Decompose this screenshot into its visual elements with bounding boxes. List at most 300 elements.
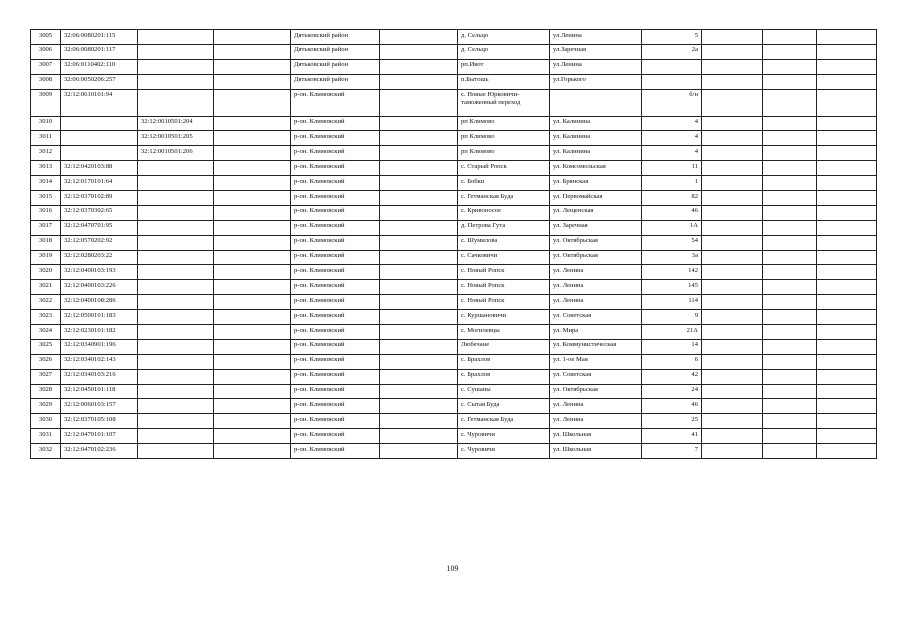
settlement-cell: п.Бытошь	[458, 74, 550, 89]
settlement-cell: с. Куршановичи	[458, 310, 550, 325]
extra-cell-3	[702, 191, 763, 206]
house-number-cell: 6	[642, 354, 702, 369]
cadastral-number-alt-cell: 32:12:0010501:204	[138, 116, 214, 131]
extra-cell-5	[817, 131, 877, 146]
cadastral-number-alt-cell	[138, 74, 214, 89]
district-cell: р-он. Климовский	[291, 89, 380, 116]
settlement-cell: рп.Ивот	[458, 59, 550, 74]
street-cell: ул. Калинина	[550, 131, 642, 146]
extra-cell-5	[817, 161, 877, 176]
house-number-cell: 24	[642, 384, 702, 399]
row-number-cell: 3016	[31, 205, 61, 220]
table-row	[31, 414, 877, 429]
extra-cell-5	[817, 339, 877, 354]
settlement-cell: с. Старый Ропск	[458, 161, 550, 176]
extra-cell-5	[817, 295, 877, 310]
extra-cell	[214, 30, 291, 45]
extra-cell-4	[763, 89, 817, 116]
extra-cell	[214, 176, 291, 191]
table-row	[31, 191, 877, 206]
extra-cell-4	[763, 354, 817, 369]
district-cell: р-он. Климовский	[291, 325, 380, 340]
extra-cell	[214, 444, 291, 459]
table-row	[31, 369, 877, 384]
district-cell: р-он. Климовский	[291, 250, 380, 265]
house-number-cell: 25	[642, 414, 702, 429]
extra-cell	[214, 161, 291, 176]
row-number-cell: 3015	[31, 191, 61, 206]
house-number-cell: 1А	[642, 220, 702, 235]
district-cell: Дятьковский район	[291, 30, 380, 45]
cadastral-number-alt-cell	[138, 325, 214, 340]
extra-cell-4	[763, 74, 817, 89]
street-cell	[550, 89, 642, 116]
extra-cell-2	[380, 131, 458, 146]
settlement-cell: с. Сушаны	[458, 384, 550, 399]
extra-cell-5	[817, 325, 877, 340]
district-cell: р-он. Климовский	[291, 280, 380, 295]
extra-cell-2	[380, 176, 458, 191]
street-cell: ул. Заречная	[550, 220, 642, 235]
settlement-cell: с. Новый Ропск	[458, 265, 550, 280]
extra-cell-3	[702, 280, 763, 295]
extra-cell-3	[702, 339, 763, 354]
settlement-cell: рп Климово	[458, 116, 550, 131]
extra-cell-2	[380, 59, 458, 74]
street-cell: ул. Школьная	[550, 429, 642, 444]
cadastral-number-alt-cell	[138, 265, 214, 280]
extra-cell-5	[817, 74, 877, 89]
row-number-cell: 3011	[31, 131, 61, 146]
district-cell: Дятьковский район	[291, 59, 380, 74]
extra-cell-4	[763, 250, 817, 265]
street-cell: ул.Ленина	[550, 59, 642, 74]
extra-cell-3	[702, 325, 763, 340]
extra-cell-5	[817, 30, 877, 45]
extra-cell-3	[702, 176, 763, 191]
table-row	[31, 325, 877, 340]
settlement-cell: д. Петрова Гута	[458, 220, 550, 235]
cadastral-number-alt-cell	[138, 176, 214, 191]
row-number-cell: 3031	[31, 429, 61, 444]
cadastral-number-cell: 32:12:0470102:236	[61, 444, 138, 459]
street-cell: ул. Советская	[550, 310, 642, 325]
extra-cell-3	[702, 310, 763, 325]
district-cell: р-он. Климовский	[291, 191, 380, 206]
cadastral-number-alt-cell	[138, 414, 214, 429]
row-number-cell: 3012	[31, 146, 61, 161]
extra-cell	[214, 369, 291, 384]
street-cell: ул.Ленина	[550, 30, 642, 45]
extra-cell-4	[763, 384, 817, 399]
house-number-cell: б/н	[642, 89, 702, 116]
row-number-cell: 3007	[31, 59, 61, 74]
settlement-cell: рп Климово	[458, 131, 550, 146]
house-number-cell: 142	[642, 265, 702, 280]
extra-cell-2	[380, 310, 458, 325]
house-number-cell: 41	[642, 429, 702, 444]
extra-cell-5	[817, 399, 877, 414]
extra-cell-3	[702, 235, 763, 250]
table-row	[31, 89, 877, 116]
house-number-cell: 4	[642, 146, 702, 161]
district-cell: р-он. Климовский	[291, 161, 380, 176]
extra-cell-4	[763, 399, 817, 414]
row-number-cell: 3021	[31, 280, 61, 295]
table-row	[31, 310, 877, 325]
cadastral-number-cell: 32:12:0450101:118	[61, 384, 138, 399]
extra-cell-4	[763, 444, 817, 459]
cadastral-number-alt-cell	[138, 205, 214, 220]
extra-cell-2	[380, 161, 458, 176]
extra-cell	[214, 384, 291, 399]
row-number-cell: 3026	[31, 354, 61, 369]
row-number-cell: 3030	[31, 414, 61, 429]
extra-cell-2	[380, 30, 458, 45]
extra-cell-4	[763, 59, 817, 74]
district-cell: р-он. Климовский	[291, 354, 380, 369]
cadastral-number-cell	[61, 131, 138, 146]
extra-cell-5	[817, 310, 877, 325]
row-number-cell: 3029	[31, 399, 61, 414]
extra-cell-4	[763, 235, 817, 250]
cadastral-number-alt-cell	[138, 250, 214, 265]
row-number-cell: 3025	[31, 339, 61, 354]
row-number-cell: 3014	[31, 176, 61, 191]
extra-cell-4	[763, 205, 817, 220]
extra-cell-4	[763, 191, 817, 206]
house-number-cell: 11	[642, 161, 702, 176]
street-cell: ул. Первомайская	[550, 191, 642, 206]
extra-cell-5	[817, 444, 877, 459]
extra-cell-2	[380, 429, 458, 444]
extra-cell	[214, 429, 291, 444]
street-cell: ул. Коммунистическая	[550, 339, 642, 354]
house-number-cell: 21А	[642, 325, 702, 340]
cadastral-number-alt-cell	[138, 30, 214, 45]
table-row	[31, 59, 877, 74]
street-cell: ул. Комсомольская	[550, 161, 642, 176]
row-number-cell: 3017	[31, 220, 61, 235]
cadastral-number-cell: 32:06:0080201:117	[61, 44, 138, 59]
street-cell: ул. Калинина	[550, 146, 642, 161]
extra-cell	[214, 146, 291, 161]
table-row	[31, 384, 877, 399]
extra-cell	[214, 89, 291, 116]
cadastral-number-alt-cell	[138, 44, 214, 59]
cadastral-number-cell: 32:12:0470701:95	[61, 220, 138, 235]
cadastral-number-cell: 32:12:0340102:143	[61, 354, 138, 369]
extra-cell-5	[817, 191, 877, 206]
settlement-cell: с. Кривоносое	[458, 205, 550, 220]
extra-cell-5	[817, 220, 877, 235]
district-cell: р-он. Климовский	[291, 295, 380, 310]
district-cell: Дятьковский район	[291, 74, 380, 89]
cadastral-number-alt-cell	[138, 444, 214, 459]
table-row	[31, 44, 877, 59]
extra-cell-3	[702, 444, 763, 459]
table-row	[31, 176, 877, 191]
house-number-cell: 4	[642, 116, 702, 131]
extra-cell-2	[380, 354, 458, 369]
extra-cell-5	[817, 280, 877, 295]
cadastral-number-cell: 32:12:0280203:22	[61, 250, 138, 265]
extra-cell-3	[702, 399, 763, 414]
extra-cell-2	[380, 250, 458, 265]
street-cell: ул. Ленина	[550, 280, 642, 295]
extra-cell-2	[380, 235, 458, 250]
street-cell: ул. Октябрьская	[550, 235, 642, 250]
table-row	[31, 146, 877, 161]
settlement-cell: с. Гетманская Буда	[458, 414, 550, 429]
table-row	[31, 205, 877, 220]
settlement-cell: с. Могилевцы	[458, 325, 550, 340]
cadastral-number-cell: 32:12:0400108:286	[61, 295, 138, 310]
settlement-cell: с. Гетманская Буда	[458, 191, 550, 206]
settlement-cell: с. Чуровичи	[458, 429, 550, 444]
extra-cell-2	[380, 325, 458, 340]
cadastral-number-alt-cell	[138, 429, 214, 444]
cadastral-number-cell: 32:12:0400103:193	[61, 265, 138, 280]
house-number-cell: 4	[642, 131, 702, 146]
extra-cell-3	[702, 205, 763, 220]
table-row	[31, 220, 877, 235]
extra-cell	[214, 116, 291, 131]
extra-cell-3	[702, 295, 763, 310]
extra-cell-4	[763, 310, 817, 325]
street-cell: ул. Мира	[550, 325, 642, 340]
house-number-cell: 54	[642, 235, 702, 250]
cadastral-number-cell: 32:12:0370302:65	[61, 205, 138, 220]
extra-cell-2	[380, 191, 458, 206]
row-number-cell: 3006	[31, 44, 61, 59]
settlement-cell: с. Чуровичи	[458, 444, 550, 459]
row-number-cell: 3027	[31, 369, 61, 384]
house-number-cell: 46	[642, 399, 702, 414]
cadastral-number-alt-cell: 32:12:0010501:206	[138, 146, 214, 161]
extra-cell-3	[702, 146, 763, 161]
cadastral-number-cell	[61, 146, 138, 161]
settlement-cell: с. Новый Ропск	[458, 280, 550, 295]
district-cell: р-он. Климовский	[291, 265, 380, 280]
row-number-cell: 3022	[31, 295, 61, 310]
extra-cell-4	[763, 280, 817, 295]
extra-cell-3	[702, 429, 763, 444]
extra-cell-3	[702, 74, 763, 89]
cadastral-number-cell: 32:06:0080201:115	[61, 30, 138, 45]
house-number-cell: 14	[642, 339, 702, 354]
settlement-cell: с. Новые Юрковичи-таможенный переход	[458, 89, 550, 116]
extra-cell-3	[702, 369, 763, 384]
extra-cell-2	[380, 339, 458, 354]
extra-cell-4	[763, 131, 817, 146]
extra-cell-5	[817, 369, 877, 384]
extra-cell	[214, 250, 291, 265]
extra-cell-5	[817, 265, 877, 280]
district-cell: р-он. Климовский	[291, 310, 380, 325]
extra-cell-2	[380, 414, 458, 429]
street-cell: ул. Ленина	[550, 399, 642, 414]
extra-cell-2	[380, 295, 458, 310]
cadastral-number-alt-cell	[138, 191, 214, 206]
extra-cell	[214, 280, 291, 295]
extra-cell-5	[817, 414, 877, 429]
extra-cell-3	[702, 250, 763, 265]
extra-cell-3	[702, 44, 763, 59]
registry-table	[30, 29, 877, 459]
table-row	[31, 30, 877, 45]
house-number-cell: 5	[642, 30, 702, 45]
extra-cell-4	[763, 220, 817, 235]
extra-cell	[214, 414, 291, 429]
street-cell: ул. Октябрьская	[550, 250, 642, 265]
row-number-cell: 3008	[31, 74, 61, 89]
extra-cell	[214, 74, 291, 89]
row-number-cell: 3019	[31, 250, 61, 265]
house-number-cell: 3а	[642, 250, 702, 265]
extra-cell-3	[702, 89, 763, 116]
cadastral-number-alt-cell	[138, 235, 214, 250]
extra-cell-2	[380, 116, 458, 131]
extra-cell-4	[763, 146, 817, 161]
district-cell: Дятьковский район	[291, 44, 380, 59]
district-cell: р-он. Климовский	[291, 339, 380, 354]
settlement-cell: с. Брахлов	[458, 369, 550, 384]
extra-cell-5	[817, 176, 877, 191]
extra-cell-2	[380, 205, 458, 220]
table-row	[31, 339, 877, 354]
house-number-cell	[642, 74, 702, 89]
extra-cell	[214, 310, 291, 325]
table-row	[31, 250, 877, 265]
extra-cell	[214, 339, 291, 354]
settlement-cell: рп Климово	[458, 146, 550, 161]
table-row	[31, 444, 877, 459]
extra-cell-5	[817, 116, 877, 131]
row-number-cell: 3010	[31, 116, 61, 131]
district-cell: р-он. Климовский	[291, 369, 380, 384]
row-number-cell: 3023	[31, 310, 61, 325]
cadastral-number-cell: 32:12:0610101:94	[61, 89, 138, 116]
district-cell: р-он. Климовский	[291, 235, 380, 250]
cadastral-number-cell: 32:12:0060103:157	[61, 399, 138, 414]
district-cell: р-он. Климовский	[291, 384, 380, 399]
extra-cell-3	[702, 220, 763, 235]
extra-cell-5	[817, 384, 877, 399]
cadastral-number-cell: 32:12:0370105:108	[61, 414, 138, 429]
cadastral-number-cell: 32:12:0370102:89	[61, 191, 138, 206]
district-cell: р-он. Климовский	[291, 220, 380, 235]
row-number-cell: 3032	[31, 444, 61, 459]
extra-cell-3	[702, 384, 763, 399]
table-row	[31, 265, 877, 280]
house-number-cell: 46	[642, 205, 702, 220]
table-row	[31, 354, 877, 369]
page-number: 109	[446, 564, 459, 573]
extra-cell-4	[763, 325, 817, 340]
settlement-cell: с. Сачковичи	[458, 250, 550, 265]
cadastral-number-alt-cell	[138, 399, 214, 414]
extra-cell-4	[763, 161, 817, 176]
extra-cell-2	[380, 280, 458, 295]
settlement-cell: с. Бобки	[458, 176, 550, 191]
table-row	[31, 131, 877, 146]
cadastral-number-alt-cell	[138, 59, 214, 74]
settlement-cell: с. Брахлов	[458, 354, 550, 369]
extra-cell-3	[702, 354, 763, 369]
extra-cell	[214, 44, 291, 59]
street-cell: ул. Советская	[550, 369, 642, 384]
cadastral-number-cell: 32:12:0570202:92	[61, 235, 138, 250]
cadastral-number-cell: 32:12:0340103:216	[61, 369, 138, 384]
extra-cell-4	[763, 414, 817, 429]
cadastral-number-cell: 32:12:0500101:183	[61, 310, 138, 325]
extra-cell-4	[763, 369, 817, 384]
extra-cell-2	[380, 146, 458, 161]
extra-cell-4	[763, 295, 817, 310]
extra-cell-5	[817, 250, 877, 265]
street-cell: ул.Заречная	[550, 44, 642, 59]
extra-cell-3	[702, 414, 763, 429]
extra-cell-2	[380, 369, 458, 384]
extra-cell	[214, 399, 291, 414]
extra-cell	[214, 205, 291, 220]
table-row	[31, 116, 877, 131]
settlement-cell: с. Новый Ропск	[458, 295, 550, 310]
row-number-cell: 3018	[31, 235, 61, 250]
cadastral-number-alt-cell	[138, 295, 214, 310]
district-cell: р-он. Климовский	[291, 116, 380, 131]
settlement-cell: д. Сельцо	[458, 44, 550, 59]
extra-cell	[214, 59, 291, 74]
extra-cell-4	[763, 44, 817, 59]
table-row	[31, 74, 877, 89]
cadastral-number-cell: 32:12:0400103:226	[61, 280, 138, 295]
district-cell: р-он. Климовский	[291, 131, 380, 146]
cadastral-number-cell: 32:12:0470101:107	[61, 429, 138, 444]
extra-cell-4	[763, 429, 817, 444]
extra-cell	[214, 265, 291, 280]
cadastral-number-alt-cell: 32:12:0010501:205	[138, 131, 214, 146]
extra-cell-2	[380, 444, 458, 459]
extra-cell-2	[380, 74, 458, 89]
extra-cell-3	[702, 30, 763, 45]
cadastral-number-cell: 32:12:0170101:64	[61, 176, 138, 191]
cadastral-number-alt-cell	[138, 354, 214, 369]
cadastral-number-cell: 32:12:0420103:88	[61, 161, 138, 176]
extra-cell-3	[702, 161, 763, 176]
district-cell: р-он. Климовский	[291, 399, 380, 414]
house-number-cell	[642, 59, 702, 74]
row-number-cell: 3013	[31, 161, 61, 176]
cadastral-number-cell: 32:12:0230101:182	[61, 325, 138, 340]
extra-cell-5	[817, 59, 877, 74]
cadastral-number-alt-cell	[138, 89, 214, 116]
street-cell: ул. Ленина	[550, 295, 642, 310]
district-cell: р-он. Климовский	[291, 429, 380, 444]
extra-cell	[214, 325, 291, 340]
extra-cell-5	[817, 89, 877, 116]
cadastral-number-alt-cell	[138, 280, 214, 295]
extra-cell-4	[763, 339, 817, 354]
house-number-cell: 7	[642, 444, 702, 459]
cadastral-number-alt-cell	[138, 369, 214, 384]
house-number-cell: 145	[642, 280, 702, 295]
cadastral-number-cell: 32:12:0340901:196	[61, 339, 138, 354]
extra-cell-2	[380, 399, 458, 414]
district-cell: р-он. Климовский	[291, 176, 380, 191]
extra-cell-2	[380, 44, 458, 59]
